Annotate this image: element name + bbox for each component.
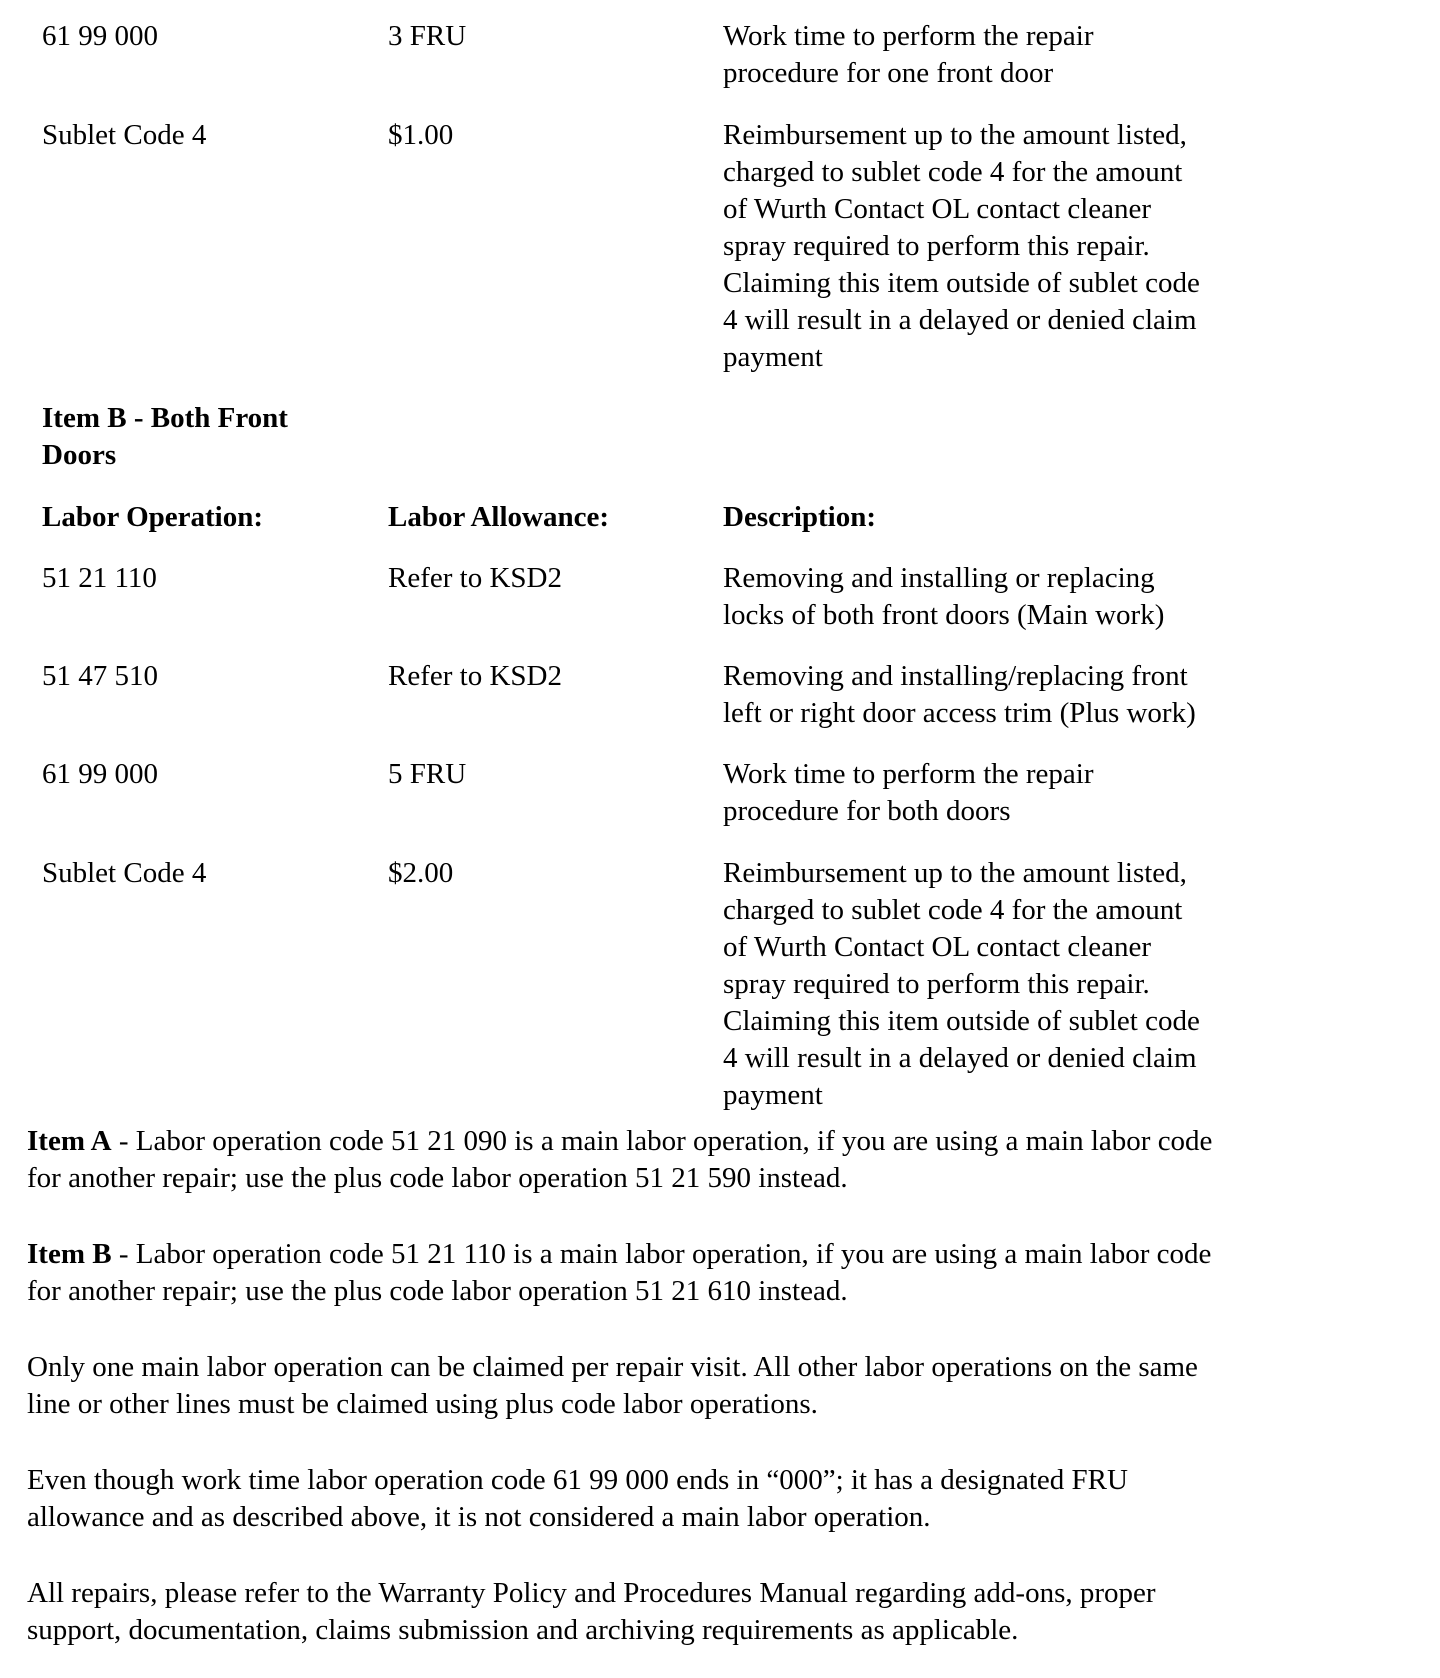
labor-allowance-cell: 5 FRU	[388, 758, 467, 790]
header-labor-operation: Labor Operation:	[42, 501, 263, 533]
description-line: procedure for one front door	[723, 57, 1054, 89]
header-description: Description:	[723, 501, 877, 533]
description-line: charged to sublet code 4 for the amount	[723, 156, 1183, 188]
description-line: Work time to perform the repair	[723, 20, 1094, 52]
description-line: Removing and installing or replacing	[723, 562, 1155, 594]
description-cell	[723, 756, 1283, 830]
labor-operation-cell: 61 99 000	[42, 758, 158, 790]
description-line: of Wurth Contact OL contact cleaner	[723, 193, 1152, 225]
heading-line: Item B - Both Front	[42, 402, 288, 434]
heading-line: Doors	[42, 439, 117, 471]
header-labor-allowance: Labor Allowance:	[388, 501, 609, 533]
note-line: Even though work time labor operation code 61 99 000 ends in “000”; it has a designated FRU	[27, 1464, 1128, 1496]
description-cell	[723, 560, 1283, 634]
labor-operation-cell: Sublet Code 4	[42, 857, 207, 889]
note-line: - Labor operation code 51 21 110 is a main labor operation, if you are using a main labor code	[111, 1238, 1212, 1270]
description-line: procedure for both doors	[723, 795, 1011, 827]
note-lead: Item B	[27, 1238, 112, 1270]
labor-allowance-cell: Refer to KSD2	[388, 660, 562, 692]
note-item-b	[27, 1236, 1417, 1310]
labor-allowance-cell: $2.00	[388, 857, 454, 889]
description-line: Reimbursement up to the amount listed,	[723, 119, 1187, 151]
labor-operation-cell: Sublet Code 4	[42, 119, 207, 151]
note-line: support, documentation, claims submission and archiving requirements as applicable.	[27, 1614, 1019, 1646]
note-line: line or other lines must be claimed using plus code labor operations.	[27, 1388, 818, 1420]
labor-operation-cell: 51 47 510	[42, 660, 158, 692]
description-line: spray required to perform this repair.	[723, 968, 1150, 1000]
description-line: left or right door access trim (Plus work)	[723, 697, 1196, 729]
note-line: for another repair; use the plus code labor operation 51 21 590 instead.	[27, 1162, 848, 1194]
note-line: All repairs, please refer to the Warranty Policy and Procedures Manual regarding add-ons, proper	[27, 1577, 1156, 1609]
description-cell	[723, 18, 1283, 92]
description-line: Claiming this item outside of sublet code	[723, 267, 1200, 299]
labor-operation-cell: 51 21 110	[42, 562, 157, 594]
note-line: allowance and as described above, it is not considered a main labor operation.	[27, 1501, 931, 1533]
description-line: Reimbursement up to the amount listed,	[723, 857, 1187, 889]
description-line: Claiming this item outside of sublet code	[723, 1005, 1200, 1037]
description-line: payment	[723, 341, 823, 373]
description-line: Work time to perform the repair	[723, 758, 1094, 790]
note-lead: Item A	[27, 1125, 112, 1157]
description-line: 4 will result in a delayed or denied claim	[723, 304, 1197, 336]
description-line: locks of both front doors (Main work)	[723, 599, 1165, 631]
labor-allowance-cell: $1.00	[388, 119, 454, 151]
description-cell	[723, 117, 1283, 376]
note-line: for another repair; use the plus code labor operation 51 21 610 instead.	[27, 1275, 848, 1307]
description-line: 4 will result in a delayed or denied claim	[723, 1042, 1197, 1074]
description-line: Removing and installing/replacing front	[723, 660, 1188, 692]
note-all-repairs	[27, 1575, 1417, 1649]
labor-allowance-cell: 3 FRU	[388, 20, 467, 52]
note-work-time	[27, 1462, 1417, 1536]
note-line: Only one main labor operation can be claimed per repair visit. All other labor operations on the same	[27, 1351, 1198, 1383]
labor-allowance-cell: Refer to KSD2	[388, 562, 562, 594]
description-line: spray required to perform this repair.	[723, 230, 1150, 262]
note-item-a	[27, 1123, 1417, 1197]
note-main-labor	[27, 1349, 1417, 1423]
description-line: payment	[723, 1079, 823, 1111]
description-line: of Wurth Contact OL contact cleaner	[723, 931, 1152, 963]
labor-operation-cell: 61 99 000	[42, 20, 158, 52]
description-cell	[723, 658, 1283, 732]
description-cell	[723, 855, 1283, 1114]
description-line: charged to sublet code 4 for the amount	[723, 894, 1183, 926]
note-line: - Labor operation code 51 21 090 is a main labor operation, if you are using a main labor code	[111, 1125, 1213, 1157]
